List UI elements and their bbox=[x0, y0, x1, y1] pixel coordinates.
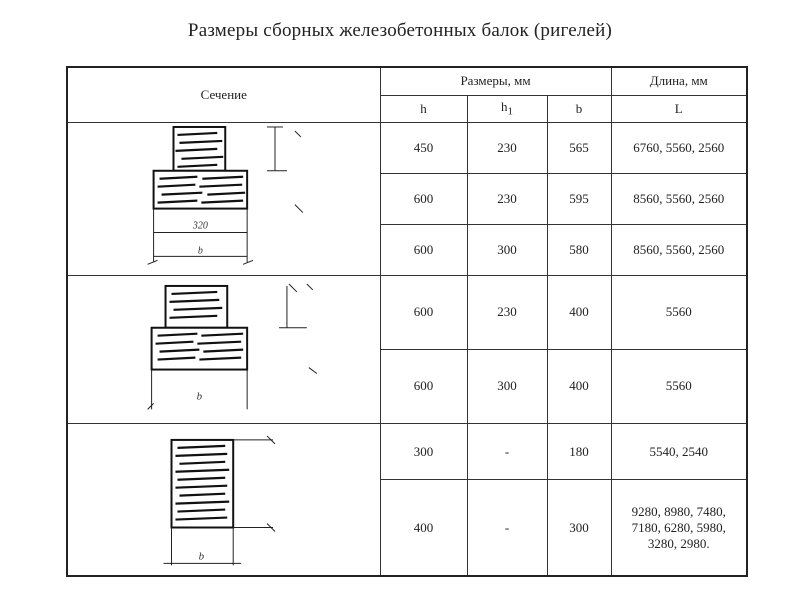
header-L: L bbox=[611, 95, 747, 122]
header-dimensions: Размеры, мм bbox=[380, 67, 611, 95]
tee-section-2-drawing bbox=[68, 276, 380, 423]
cell-L-line: 9280, 8980, 7480, bbox=[631, 503, 726, 519]
cell-L-line: 7180, 6280, 5980, bbox=[631, 519, 726, 535]
rect-section-drawing bbox=[68, 424, 380, 575]
cell-L: 5560 bbox=[611, 349, 747, 423]
section-drawing-2 bbox=[67, 275, 380, 423]
header-section: Сечение bbox=[67, 67, 380, 122]
header-h1 bbox=[467, 95, 547, 122]
table-row bbox=[67, 122, 747, 173]
tee-section-1-drawing bbox=[68, 123, 380, 275]
cell-h1: 300 bbox=[467, 349, 547, 423]
cell-b: 595 bbox=[547, 173, 611, 224]
section-drawing-1 bbox=[67, 122, 380, 275]
header-h1-sub: 1 bbox=[507, 105, 513, 118]
section-2-b-label: b bbox=[196, 390, 203, 403]
cell-h: 600 bbox=[380, 224, 467, 275]
page-title: Размеры сборных железобетонных балок (ригелей) bbox=[187, 20, 613, 41]
cell-L: 8560, 5560, 2560 bbox=[611, 173, 747, 224]
beam-dimensions-table bbox=[66, 66, 748, 577]
header-h1-base: h bbox=[501, 99, 508, 115]
table-row bbox=[67, 275, 747, 349]
cell-b: 400 bbox=[547, 275, 611, 349]
cell-h1: - bbox=[467, 480, 547, 576]
cell-b: 400 bbox=[547, 349, 611, 423]
cell-L: 8560, 5560, 2560 bbox=[611, 224, 747, 275]
cell-h: 600 bbox=[380, 275, 467, 349]
section-1-dim-label: 320 bbox=[192, 219, 208, 231]
cell-h1: 230 bbox=[467, 173, 547, 224]
section-3-b-label: b bbox=[198, 550, 205, 563]
cell-h1: 300 bbox=[467, 224, 547, 275]
cell-h: 450 bbox=[380, 122, 467, 173]
cell-b: 300 bbox=[547, 480, 611, 576]
cell-h: 300 bbox=[380, 424, 467, 480]
cell-b: 565 bbox=[547, 122, 611, 173]
section-drawing-3 bbox=[67, 424, 380, 577]
table-row bbox=[67, 424, 747, 480]
cell-h1: - bbox=[467, 424, 547, 480]
header-h: h bbox=[380, 95, 467, 122]
cell-L-multiline bbox=[611, 480, 747, 576]
header-length: Длина, мм bbox=[611, 67, 747, 95]
cell-h1: 230 bbox=[467, 122, 547, 173]
cell-h: 600 bbox=[380, 173, 467, 224]
cell-h: 600 bbox=[380, 349, 467, 423]
cell-L: 5540, 2540 bbox=[611, 424, 747, 480]
cell-L: 5560 bbox=[611, 275, 747, 349]
cell-h: 400 bbox=[380, 480, 467, 576]
cell-L: 6760, 5560, 2560 bbox=[611, 122, 747, 173]
header-b: b bbox=[547, 95, 611, 122]
cell-h1: 230 bbox=[467, 275, 547, 349]
cell-b: 580 bbox=[547, 224, 611, 275]
cell-b: 180 bbox=[547, 424, 611, 480]
cell-L-line: 3280, 2980. bbox=[647, 535, 710, 551]
section-1-b-label: b bbox=[197, 244, 203, 256]
header-row-1 bbox=[67, 67, 747, 95]
